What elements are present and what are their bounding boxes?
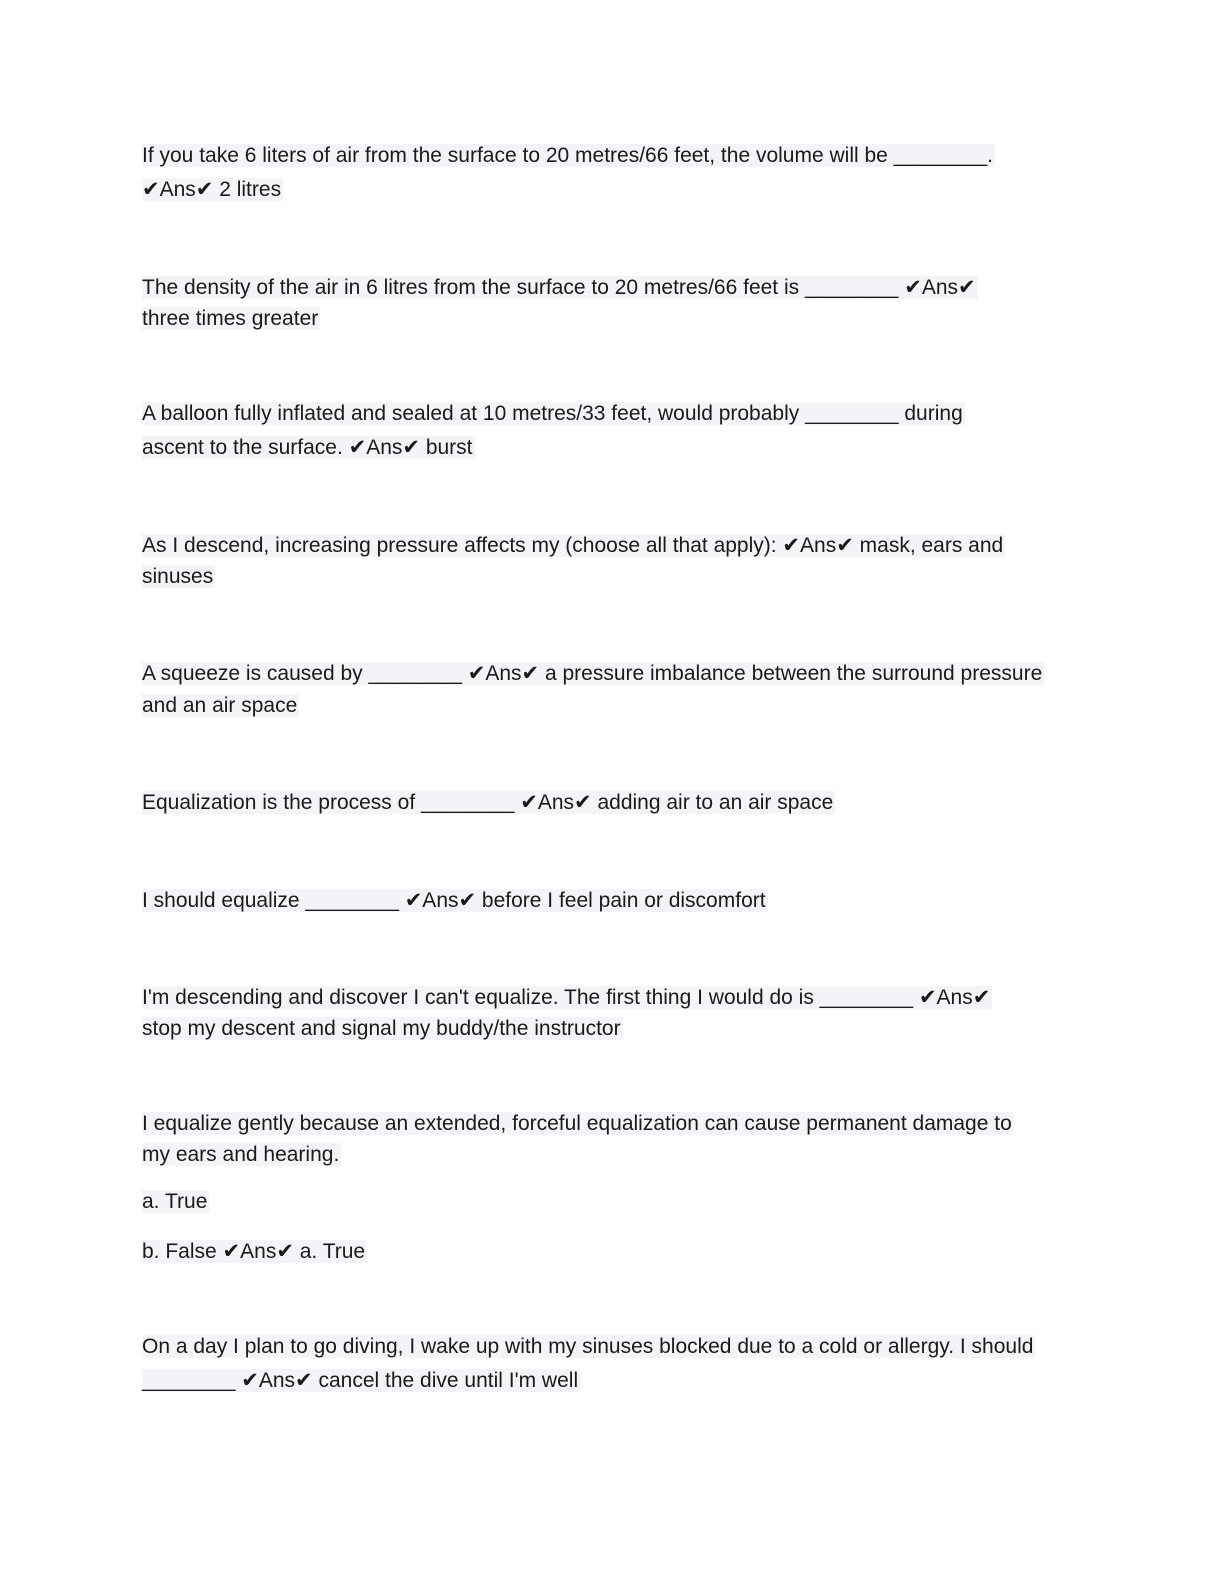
question-6-line-1: Equalization is the process of ________ ✔Ans✔ adding air to an air space xyxy=(142,791,834,814)
question-4-line-1: As I descend, increasing pressure affects my (choose all that apply): ✔Ans✔ mask, ears and xyxy=(142,534,1004,557)
question-9-option-a: a. True xyxy=(142,1190,208,1213)
question-3-line-2: ascent to the surface. ✔Ans✔ burst xyxy=(142,436,473,459)
question-9-line-1: I equalize gently because an extended, forceful equalization can cause permanent damage to xyxy=(142,1112,1012,1135)
question-10-line-2: ________ ✔Ans✔ cancel the dive until I'm well xyxy=(142,1369,579,1392)
question-5-line-1: A squeeze is caused by ________ ✔Ans✔ a pressure imbalance between the surround pressure xyxy=(142,662,1043,685)
question-9-option-b: b. False ✔Ans✔ a. True xyxy=(142,1240,366,1263)
question-2-line-1: The density of the air in 6 litres from the surface to 20 metres/66 feet is ________ ✔Ans✔ xyxy=(142,276,976,299)
question-8-line-1: I'm descending and discover I can't equalize. The first thing I would do is ________ ✔Ans✔ xyxy=(142,986,991,1009)
question-10-line-1: On a day I plan to go diving, I wake up with my sinuses blocked due to a cold or allergy. I should xyxy=(142,1335,1034,1358)
question-3-line-1: A balloon fully inflated and sealed at 10 metres/33 feet, would probably ________ during xyxy=(142,402,963,425)
question-9-line-2: my ears and hearing. xyxy=(142,1143,340,1166)
question-1-line-2: ✔Ans✔ 2 litres xyxy=(142,178,282,201)
question-2-line-2: three times greater xyxy=(142,307,319,330)
question-1-line-1: If you take 6 liters of air from the surface to 20 metres/66 feet, the volume will be ________. xyxy=(142,144,993,167)
question-8-line-2: stop my descent and signal my buddy/the instructor xyxy=(142,1017,621,1040)
question-4-line-2: sinuses xyxy=(142,565,214,588)
question-5-line-2: and an air space xyxy=(142,694,298,717)
question-7-line-1: I should equalize ________ ✔Ans✔ before I feel pain or discomfort xyxy=(142,889,766,912)
